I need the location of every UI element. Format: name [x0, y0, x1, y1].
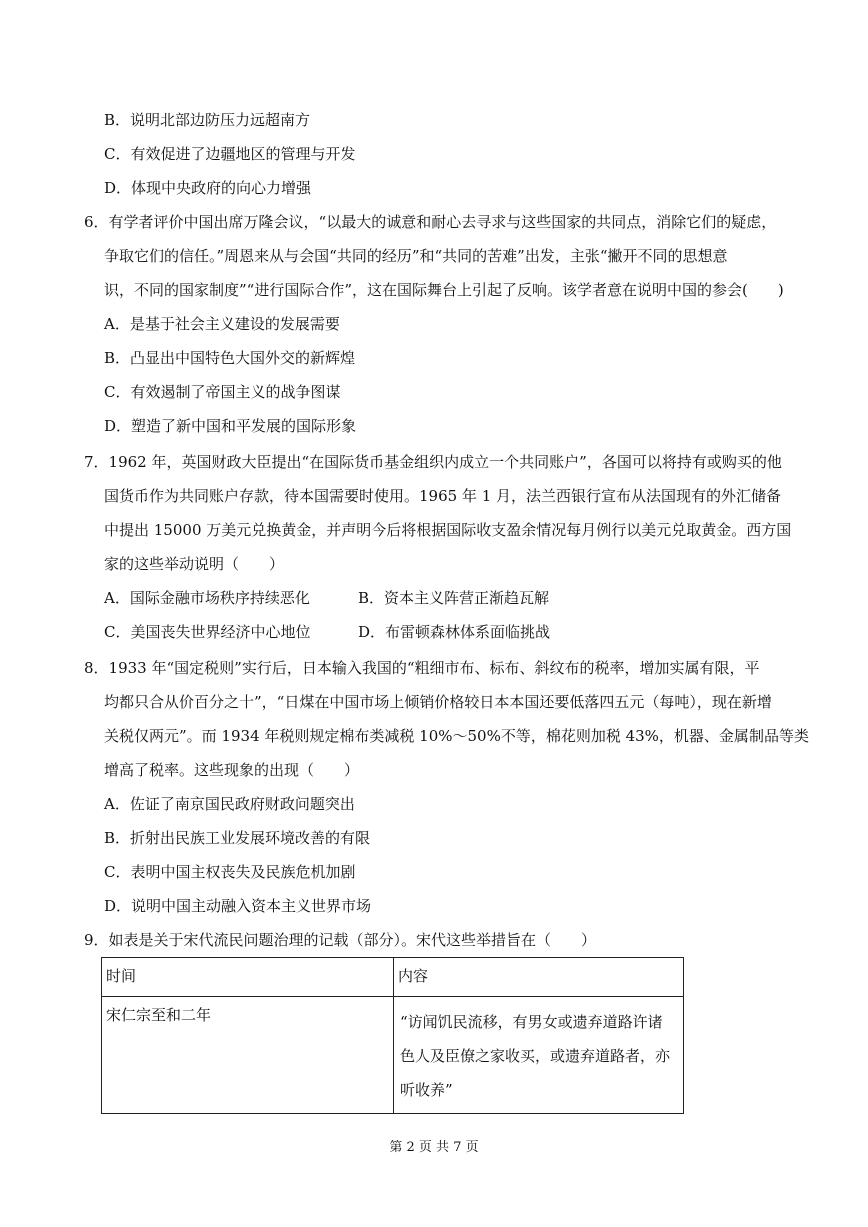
q6-option-d: D．塑造了新中国和平发展的国际形象: [104, 417, 357, 435]
q6-stem-line-1: 6．有学者评价中国出席万隆会议，“以最大的诚意和耐心去寻求与这些国家的共同点，消除它们的疑虑，: [84, 213, 777, 231]
cell-time-text: 宋仁宗至和二年: [106, 1006, 212, 1024]
table-cell-content: [394, 997, 684, 1114]
q8-option-a: A．佐证了南京国民政府财政问题突出: [104, 795, 355, 813]
cell-content-text: “访闻饥民流移，有男女或遗弃道路许诸色人及臣僚之家收买，或遗弃道路者，亦听收养”: [400, 1013, 671, 1099]
q8-option-c: C．表明中国主权丧失及民族危机加剧: [104, 863, 356, 881]
q7-options-row-2: [104, 622, 551, 642]
q5-option-d: D．体现中央政府的向心力增强: [104, 179, 312, 197]
q7-options-row-1: [104, 588, 550, 608]
q8-stem-line-1: 8．1933 年“国定税则”实行后，日本输入我国的“粗细市布、标布、斜纹布的税率，增加实属有限，平: [84, 659, 760, 677]
q6-stem-line-2: 争取它们的信任。”周恩来从与会国“共同的经历”和“共同的苦难”出发，主张“撇开不同的思想意: [104, 247, 728, 265]
q8-option-d: D．说明中国主动融入资本主义世界市场: [104, 897, 372, 915]
q8-stem-line-4: 增高了税率。这些现象的出现（ ）: [104, 761, 360, 779]
q6-option-b: B．凸显出中国特色大国外交的新辉煌: [104, 349, 356, 367]
q7-stem-line-4: 家的这些举动说明（ ）: [104, 555, 285, 573]
q8-stem-line-2: 均都只合从价百分之十”，“日煤在中国市场上倾销价格较日本本国还要低落四五元（每吨），现在新增: [104, 693, 772, 711]
q7-option-b: B．资本主义阵营正渐趋瓦解: [358, 589, 550, 607]
q7-option-c: C．美国丧失世界经济中心地位: [104, 623, 311, 641]
q7-stem-line-1: 7．1962 年，英国财政大臣提出“在国际货币基金组织内成立一个共同账户”，各国可以将持有或购买的他: [84, 453, 782, 471]
q6-stem-line-3: 识，不同的国家制度”“进行国际合作”，这在国际舞台上引起了反响。该学者意在说明中国的参会( ): [104, 281, 784, 299]
q9-table: [101, 957, 684, 1114]
q7-option-d: D．布雷顿森林体系面临挑战: [358, 623, 551, 641]
header-label-content: 内容: [398, 967, 429, 985]
q5-option-c: C．有效促进了边疆地区的管理与开发: [104, 145, 356, 163]
q7-stem-line-2: 国货币作为共同账户存款，待本国需要时使用。1965 年 1 月，法兰西银行宣布从法国现有的外汇储备: [104, 487, 782, 505]
q7-option-a: A．国际金融市场秩序持续恶化: [104, 589, 310, 607]
q8-option-b: B．折射出民族工业发展环境改善的有限: [104, 829, 371, 847]
page-footer: 第 2 页 共 7 页: [389, 1140, 479, 1155]
q7-stem-line-3: 中提出 15000 万美元兑换黄金，并声明今后将根据国际收支盈余情况每月例行以美元兑取黄金。西方国: [104, 521, 792, 539]
table-cell-time: [102, 997, 394, 1114]
q6-option-a: A．是基于社会主义建设的发展需要: [104, 315, 340, 333]
q5-option-b: B．说明北部边防压力远超南方: [104, 111, 311, 129]
table-header-time: [102, 958, 394, 997]
table-row: [102, 997, 684, 1114]
table-header-row: [102, 958, 684, 997]
q6-option-c: C．有效遏制了帝国主义的战争图谋: [104, 383, 341, 401]
q9-stem: 9．如表是关于宋代流民问题治理的记载（部分）。宋代这些举措旨在（ ）: [84, 931, 597, 949]
header-label-time: 时间: [106, 967, 137, 985]
table-header-content: [394, 958, 684, 997]
q8-stem-line-3: 关税仅两元”。而 1934 年税则规定棉布类减税 10%～50%不等，棉花则加税 43%，机器、金属制品等类: [104, 727, 809, 745]
